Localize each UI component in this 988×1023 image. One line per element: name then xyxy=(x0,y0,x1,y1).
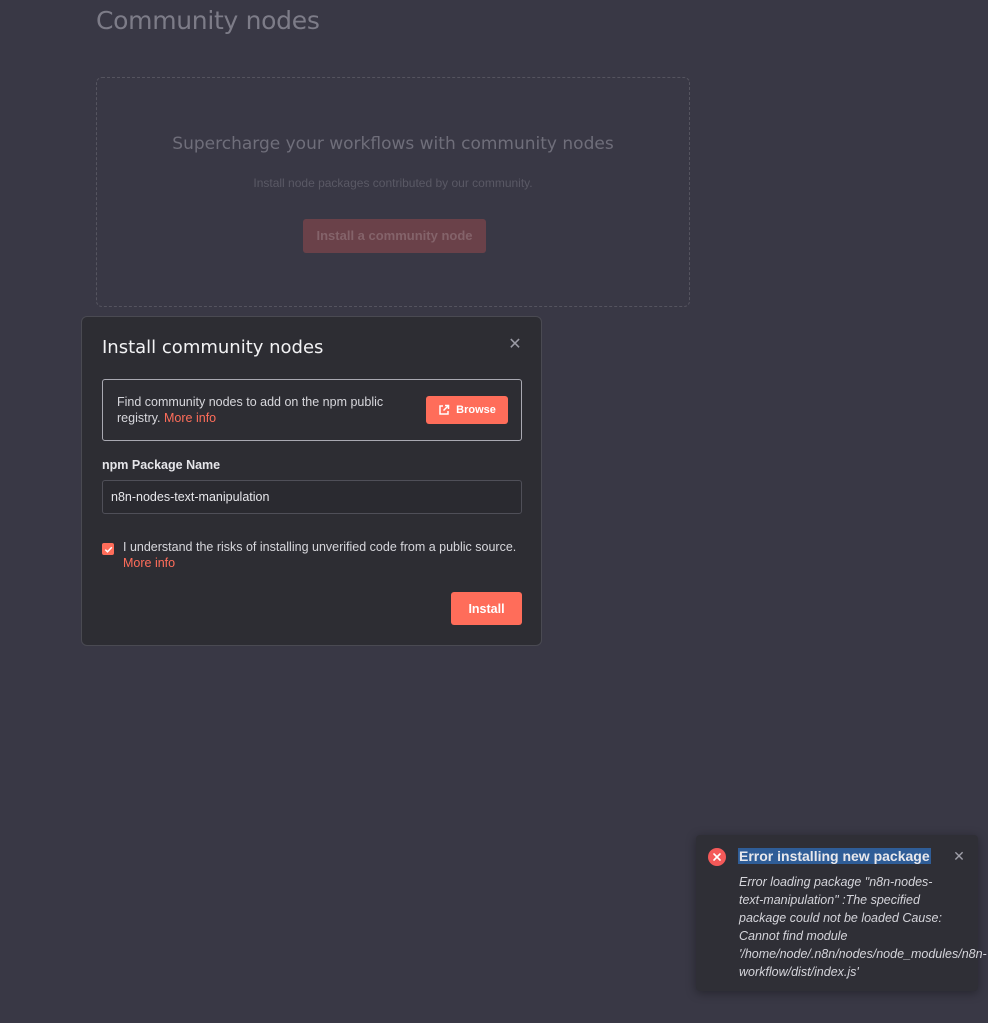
install-community-nodes-modal xyxy=(81,316,542,646)
toast-title: Error installing new package xyxy=(739,848,930,864)
risk-more-info-link[interactable]: More info xyxy=(123,556,176,570)
checkmark-icon xyxy=(104,545,113,554)
install-community-node-button[interactable]: Install a community node xyxy=(303,219,486,253)
install-button[interactable]: Install xyxy=(451,592,522,625)
empty-state-card xyxy=(96,77,690,307)
info-more-info-link[interactable]: More info xyxy=(164,411,217,425)
toast-close-icon[interactable]: ✕ xyxy=(953,848,965,864)
info-text xyxy=(117,394,407,426)
external-link-icon xyxy=(438,404,450,416)
page-title: Community nodes xyxy=(96,6,320,35)
error-circle-icon xyxy=(708,848,726,866)
browse-button[interactable] xyxy=(426,396,508,424)
empty-state-heading: Supercharge your workflows with community nodes xyxy=(172,134,614,154)
toast-message: Error loading package "n8n-nodes-text-manipulation" :The specified package could not be loaded Cause: Cannot find module '/home/node/.n8n/nodes/node_modules/n8n-workflow/dist/index.js' xyxy=(739,875,987,979)
risk-checkbox[interactable] xyxy=(102,543,114,555)
package-name-label: npm Package Name xyxy=(102,458,221,472)
npm-info-box xyxy=(102,379,522,441)
risk-text: I understand the risks of installing unverified code from a public source. xyxy=(123,540,517,554)
browse-label: Browse xyxy=(456,404,496,416)
close-icon[interactable]: ✕ xyxy=(508,336,522,353)
info-description: Find community nodes to add on the npm public registry. xyxy=(117,395,384,425)
modal-title: Install community nodes xyxy=(102,337,324,358)
empty-state-subtext: Install node packages contributed by our community. xyxy=(253,176,533,190)
error-toast xyxy=(696,835,987,991)
risk-checkbox-label xyxy=(123,539,533,571)
package-name-input[interactable] xyxy=(102,480,522,514)
